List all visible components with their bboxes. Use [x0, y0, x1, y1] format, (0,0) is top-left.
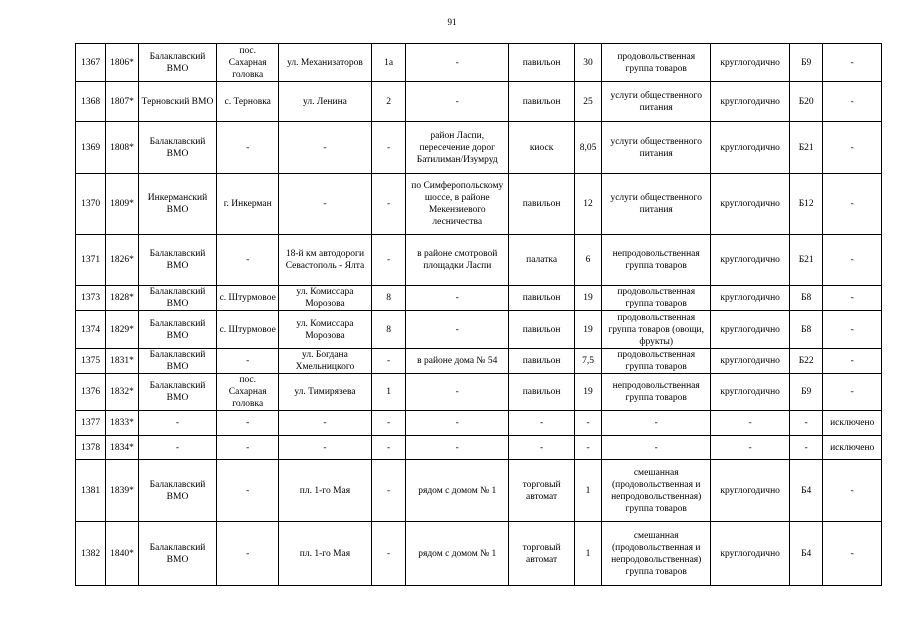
cell-location-note: по Симферопольскому шоссе, в районе Мекензиевого лесничества	[406, 174, 509, 235]
table-row	[76, 82, 882, 122]
cell-object-number: 1806*	[106, 44, 138, 82]
cell-row-number: 1370	[76, 174, 106, 235]
cell-row-number: 1371	[76, 235, 106, 286]
cell-note: -	[823, 44, 882, 82]
cell-district: -	[138, 411, 217, 436]
cell-scheme-number: -	[790, 436, 823, 460]
cell-district: Балаклавский ВМО	[138, 122, 217, 174]
cell-specialization: услуги общественного питания	[602, 174, 711, 235]
cell-note: -	[823, 174, 882, 235]
cell-object-type: -	[509, 411, 575, 436]
cell-street: -	[279, 122, 372, 174]
cell-operating-period: круглогодично	[711, 311, 790, 349]
cell-scheme-number: Б21	[790, 122, 823, 174]
cell-operating-period: -	[711, 411, 790, 436]
cell-settlement: -	[217, 436, 279, 460]
cell-object-number: 1832*	[106, 374, 138, 411]
cell-area: 19	[574, 286, 601, 311]
cell-operating-period: круглогодично	[711, 374, 790, 411]
cell-street: пл. 1-го Мая	[279, 460, 372, 522]
cell-street: ул. Механизаторов	[279, 44, 372, 82]
cell-object-number: 1834*	[106, 436, 138, 460]
cell-settlement: -	[217, 460, 279, 522]
cell-object-type: павильон	[509, 82, 575, 122]
cell-location-note: -	[406, 411, 509, 436]
cell-house-number: 8	[371, 286, 405, 311]
cell-specialization: смешанная (продовольственная и непродовольственная) группа товаров	[602, 460, 711, 522]
cell-settlement: с. Терновка	[217, 82, 279, 122]
table-row	[76, 311, 882, 349]
cell-operating-period: круглогодично	[711, 122, 790, 174]
cell-row-number: 1373	[76, 286, 106, 311]
cell-object-type: павильон	[509, 44, 575, 82]
cell-settlement: -	[217, 349, 279, 374]
cell-settlement: -	[217, 411, 279, 436]
cell-street: ул. Комиссара Морозова	[279, 311, 372, 349]
table-row	[76, 349, 882, 374]
cell-row-number: 1369	[76, 122, 106, 174]
cell-specialization: -	[602, 411, 711, 436]
cell-object-type: киоск	[509, 122, 575, 174]
table-row	[76, 411, 882, 436]
cell-specialization: продовольственная группа товаров	[602, 286, 711, 311]
cell-street: пл. 1-го Мая	[279, 522, 372, 586]
cell-location-note: в районе смотровой площадки Ласпи	[406, 235, 509, 286]
cell-note: -	[823, 374, 882, 411]
table-row	[76, 174, 882, 235]
cell-object-type: палатка	[509, 235, 575, 286]
cell-house-number: -	[371, 174, 405, 235]
table-row	[76, 235, 882, 286]
cell-location-note: -	[406, 374, 509, 411]
cell-settlement: г. Инкерман	[217, 174, 279, 235]
cell-house-number: 2	[371, 82, 405, 122]
cell-object-type: торговый автомат	[509, 460, 575, 522]
cell-street: -	[279, 436, 372, 460]
cell-house-number: -	[371, 122, 405, 174]
cell-location-note: -	[406, 44, 509, 82]
cell-operating-period: круглогодично	[711, 235, 790, 286]
cell-object-number: 1839*	[106, 460, 138, 522]
cell-scheme-number: -	[790, 411, 823, 436]
cell-note: -	[823, 349, 882, 374]
cell-operating-period: круглогодично	[711, 460, 790, 522]
cell-house-number: -	[371, 460, 405, 522]
cell-operating-period: круглогодично	[711, 174, 790, 235]
cell-operating-period: -	[711, 436, 790, 460]
cell-scheme-number: Б8	[790, 286, 823, 311]
cell-object-type: павильон	[509, 174, 575, 235]
cell-house-number: -	[371, 349, 405, 374]
cell-settlement: -	[217, 522, 279, 586]
cell-house-number: -	[371, 522, 405, 586]
table-row	[76, 460, 882, 522]
cell-row-number: 1368	[76, 82, 106, 122]
cell-street: -	[279, 411, 372, 436]
cell-object-number: 1809*	[106, 174, 138, 235]
table-row	[76, 122, 882, 174]
table-row	[76, 374, 882, 411]
cell-specialization: непродовольственная группа товаров	[602, 235, 711, 286]
cell-specialization: непродовольственная группа товаров	[602, 374, 711, 411]
cell-scheme-number: Б22	[790, 349, 823, 374]
cell-house-number: -	[371, 235, 405, 286]
cell-note: -	[823, 522, 882, 586]
cell-scheme-number: Б21	[790, 235, 823, 286]
cell-house-number: -	[371, 436, 405, 460]
cell-note: исключено	[823, 436, 882, 460]
cell-district: Инкерманский ВМО	[138, 174, 217, 235]
cell-location-note: рядом с домом № 1	[406, 460, 509, 522]
cell-object-number: 1808*	[106, 122, 138, 174]
cell-area: 1	[574, 522, 601, 586]
cell-note: -	[823, 460, 882, 522]
cell-row-number: 1376	[76, 374, 106, 411]
cell-settlement: с. Штурмовое	[217, 286, 279, 311]
trade-objects-table	[75, 43, 882, 586]
cell-district: Балаклавский ВМО	[138, 374, 217, 411]
table-row	[76, 522, 882, 586]
table-row	[76, 286, 882, 311]
cell-operating-period: круглогодично	[711, 522, 790, 586]
cell-note: -	[823, 235, 882, 286]
cell-settlement: -	[217, 122, 279, 174]
cell-street: ул. Комиссара Морозова	[279, 286, 372, 311]
cell-scheme-number: Б9	[790, 44, 823, 82]
cell-street: 18-й км автодороги Севастополь - Ялта	[279, 235, 372, 286]
cell-specialization: продовольственная группа товаров	[602, 44, 711, 82]
cell-district: Балаклавский ВМО	[138, 235, 217, 286]
cell-object-type: -	[509, 436, 575, 460]
cell-area: 12	[574, 174, 601, 235]
cell-district: Терновский ВМО	[138, 82, 217, 122]
cell-scheme-number: Б4	[790, 460, 823, 522]
cell-row-number: 1381	[76, 460, 106, 522]
cell-street: ул. Ленина	[279, 82, 372, 122]
cell-house-number: -	[371, 411, 405, 436]
cell-row-number: 1377	[76, 411, 106, 436]
cell-object-type: павильон	[509, 374, 575, 411]
cell-note: -	[823, 122, 882, 174]
cell-district: Балаклавский ВМО	[138, 349, 217, 374]
cell-location-note: в районе дома № 54	[406, 349, 509, 374]
cell-location-note: -	[406, 436, 509, 460]
cell-operating-period: круглогодично	[711, 82, 790, 122]
cell-scheme-number: Б8	[790, 311, 823, 349]
cell-object-type: павильон	[509, 349, 575, 374]
cell-settlement: пос. Сахарная головка	[217, 374, 279, 411]
cell-district: Балаклавский ВМО	[138, 44, 217, 82]
cell-street: ул. Богдана Хмельницкого	[279, 349, 372, 374]
cell-settlement: с. Штурмовое	[217, 311, 279, 349]
cell-operating-period: круглогодично	[711, 349, 790, 374]
cell-settlement: пос. Сахарная головка	[217, 44, 279, 82]
cell-location-note: -	[406, 311, 509, 349]
cell-area: 8,05	[574, 122, 601, 174]
cell-area: 25	[574, 82, 601, 122]
cell-area: 19	[574, 374, 601, 411]
cell-scheme-number: Б20	[790, 82, 823, 122]
cell-area: 30	[574, 44, 601, 82]
page-number: 91	[447, 17, 457, 27]
cell-street: -	[279, 174, 372, 235]
cell-area: -	[574, 436, 601, 460]
cell-object-number: 1826*	[106, 235, 138, 286]
cell-location-note: район Ласпи, пересечение дорог Батилиман/Изумруд	[406, 122, 509, 174]
cell-house-number: 1	[371, 374, 405, 411]
cell-scheme-number: Б4	[790, 522, 823, 586]
cell-object-number: 1828*	[106, 286, 138, 311]
cell-specialization: смешанная (продовольственная и непродовольственная) группа товаров	[602, 522, 711, 586]
cell-row-number: 1367	[76, 44, 106, 82]
cell-operating-period: круглогодично	[711, 44, 790, 82]
cell-area: -	[574, 411, 601, 436]
cell-house-number: 8	[371, 311, 405, 349]
cell-location-note: -	[406, 286, 509, 311]
cell-note: -	[823, 82, 882, 122]
cell-row-number: 1378	[76, 436, 106, 460]
cell-location-note: рядом с домом № 1	[406, 522, 509, 586]
cell-specialization: услуги общественного питания	[602, 82, 711, 122]
cell-area: 7,5	[574, 349, 601, 374]
cell-area: 1	[574, 460, 601, 522]
cell-note: исключено	[823, 411, 882, 436]
cell-specialization: продовольственная группа товаров (овощи, фрукты)	[602, 311, 711, 349]
cell-specialization: услуги общественного питания	[602, 122, 711, 174]
cell-row-number: 1382	[76, 522, 106, 586]
cell-area: 19	[574, 311, 601, 349]
cell-object-number: 1833*	[106, 411, 138, 436]
cell-district: Балаклавский ВМО	[138, 286, 217, 311]
cell-object-number: 1840*	[106, 522, 138, 586]
cell-object-number: 1807*	[106, 82, 138, 122]
cell-operating-period: круглогодично	[711, 286, 790, 311]
cell-object-type: торговый автомат	[509, 522, 575, 586]
cell-object-number: 1829*	[106, 311, 138, 349]
cell-row-number: 1375	[76, 349, 106, 374]
cell-district: Балаклавский ВМО	[138, 311, 217, 349]
cell-district: Балаклавский ВМО	[138, 460, 217, 522]
cell-location-note: -	[406, 82, 509, 122]
cell-note: -	[823, 311, 882, 349]
cell-object-number: 1831*	[106, 349, 138, 374]
cell-row-number: 1374	[76, 311, 106, 349]
cell-object-type: павильон	[509, 311, 575, 349]
cell-district: -	[138, 436, 217, 460]
cell-scheme-number: Б12	[790, 174, 823, 235]
cell-specialization: продовольственная группа товаров	[602, 349, 711, 374]
cell-scheme-number: Б9	[790, 374, 823, 411]
cell-street: ул. Тимирязева	[279, 374, 372, 411]
table-row	[76, 436, 882, 460]
cell-district: Балаклавский ВМО	[138, 522, 217, 586]
cell-specialization: -	[602, 436, 711, 460]
cell-note: -	[823, 286, 882, 311]
cell-object-type: павильон	[509, 286, 575, 311]
cell-area: 6	[574, 235, 601, 286]
cell-house-number: 1а	[371, 44, 405, 82]
table-row	[76, 44, 882, 82]
cell-settlement: -	[217, 235, 279, 286]
